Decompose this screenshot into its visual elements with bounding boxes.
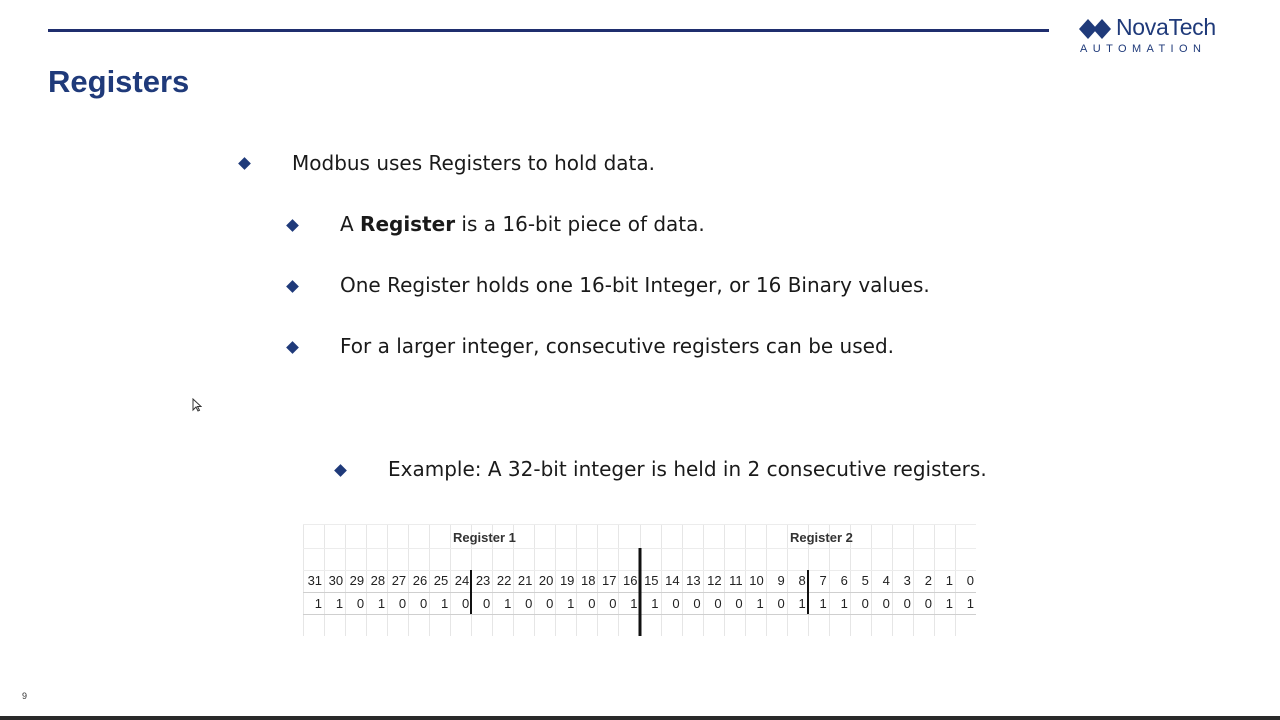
bullet-diamond-icon — [334, 464, 347, 477]
bit-index-cell: 18 — [580, 573, 596, 588]
bullet-text-prefix: A — [340, 212, 361, 236]
bit-value-cell: 0 — [903, 596, 911, 611]
bit-value-cell: 1 — [630, 596, 638, 611]
bit-index-cell: 19 — [559, 573, 575, 588]
bit-index-cell: 10 — [749, 573, 764, 588]
bit-index-cell: 16 — [623, 573, 638, 588]
bit-index-cell: 8 — [798, 573, 806, 588]
bit-index-cell: 30 — [328, 573, 344, 588]
bullet-text-bold: Register — [360, 212, 456, 236]
bit-index-cell: 31 — [307, 573, 323, 588]
bit-value-cell: 1 — [945, 596, 953, 611]
bit-index-cell: 9 — [777, 573, 785, 588]
bit-value-cell: 0 — [398, 596, 407, 611]
bit-value-cell: 1 — [798, 596, 806, 611]
bit-index-cell: 15 — [644, 573, 659, 588]
bit-index-cell: 17 — [602, 573, 617, 588]
bit-value-cell: 0 — [735, 596, 743, 611]
bit-index-cell: 13 — [686, 573, 701, 588]
page-number: 9 — [22, 691, 28, 701]
bit-index-cell: 12 — [707, 573, 722, 588]
bit-value-cell: 0 — [419, 596, 428, 611]
bit-index-cell: 2 — [924, 573, 932, 588]
bit-index-cell: 20 — [538, 573, 554, 588]
bit-value-cell: 0 — [861, 596, 869, 611]
bit-value-cell: 0 — [462, 596, 470, 611]
bit-index-cell: 22 — [496, 573, 512, 588]
bit-index-cell: 14 — [665, 573, 680, 588]
bit-index-cell: 23 — [475, 573, 491, 588]
register1-label: Register 1 — [453, 530, 516, 545]
logo-name: NovaTech — [1116, 14, 1216, 40]
bit-value-cell: 1 — [335, 596, 344, 611]
bit-index-cell: 11 — [729, 573, 743, 588]
bit-index-cell: 29 — [349, 573, 365, 588]
bit-value-cell: 0 — [546, 596, 554, 611]
bullet-diamond-icon — [238, 157, 251, 170]
bullet-diamond-icon — [286, 219, 299, 232]
header-rule — [48, 29, 1049, 32]
bit-value-cell: 0 — [609, 596, 617, 611]
bit-value-cell: 0 — [356, 596, 365, 611]
bit-index-cell: 21 — [517, 573, 533, 588]
diamond-logo-icon — [1078, 18, 1114, 40]
bit-index-cell: 3 — [903, 573, 911, 588]
bit-index-cell: 6 — [840, 573, 848, 588]
mouse-cursor-icon — [192, 398, 202, 412]
bit-value-cell: 1 — [567, 596, 575, 611]
bit-value-cell: 0 — [672, 596, 680, 611]
logo-tagline: AUTOMATION — [1080, 43, 1207, 55]
bit-index-cell: 25 — [433, 573, 449, 588]
bottom-bar — [0, 716, 1280, 720]
bit-value-cell: 1 — [840, 596, 848, 611]
bullet-diamond-icon — [286, 280, 299, 293]
bit-value-cell: 0 — [882, 596, 890, 611]
register-table — [303, 524, 976, 636]
slide-title: Registers — [48, 64, 190, 99]
bullet-text-suffix: is a 16-bit piece of data. — [455, 212, 705, 236]
bit-index-cell: 0 — [966, 573, 974, 588]
bullet-text: For a larger integer, consecutive registers can be used. — [340, 334, 895, 358]
bullet-text: Example: A 32-bit integer is held in 2 consecutive registers. — [388, 457, 987, 481]
bit-value-cell: 1 — [756, 596, 764, 611]
bit-value-cell: 1 — [966, 596, 974, 611]
bullet-text: One Register holds one 16-bit Integer, or 16 Binary values. — [340, 273, 930, 297]
bullet-text — [340, 212, 705, 236]
bit-value-cell: 0 — [714, 596, 722, 611]
bit-value-cell: 0 — [924, 596, 932, 611]
bit-index-cell: 7 — [819, 573, 827, 588]
novatech-logo — [1078, 14, 1228, 58]
bit-value-cell: 1 — [440, 596, 449, 611]
bullet-diamond-icon — [286, 341, 299, 354]
bit-value-cell: 0 — [693, 596, 701, 611]
bit-value-cell: 0 — [588, 596, 596, 611]
bit-value-cell: 1 — [504, 596, 512, 611]
bit-index-cell: 5 — [861, 573, 869, 588]
bit-value-cell: 1 — [314, 596, 323, 611]
bit-value-cell: 1 — [651, 596, 659, 611]
bit-index-cell: 26 — [412, 573, 428, 588]
bit-value-cell: 0 — [483, 596, 491, 611]
register2-label: Register 2 — [790, 530, 853, 545]
bit-index-cell: 4 — [882, 573, 890, 588]
bit-index-cell: 28 — [370, 573, 386, 588]
bit-value-cell: 0 — [525, 596, 533, 611]
bit-index-cell: 1 — [945, 573, 953, 588]
bit-index-cell: 24 — [454, 573, 470, 588]
bullet-text: Modbus uses Registers to hold data. — [292, 151, 655, 175]
bit-value-cell: 0 — [777, 596, 785, 611]
bit-index-cell: 27 — [391, 573, 407, 588]
bit-value-cell: 1 — [377, 596, 386, 611]
bit-value-cell: 1 — [819, 596, 827, 611]
